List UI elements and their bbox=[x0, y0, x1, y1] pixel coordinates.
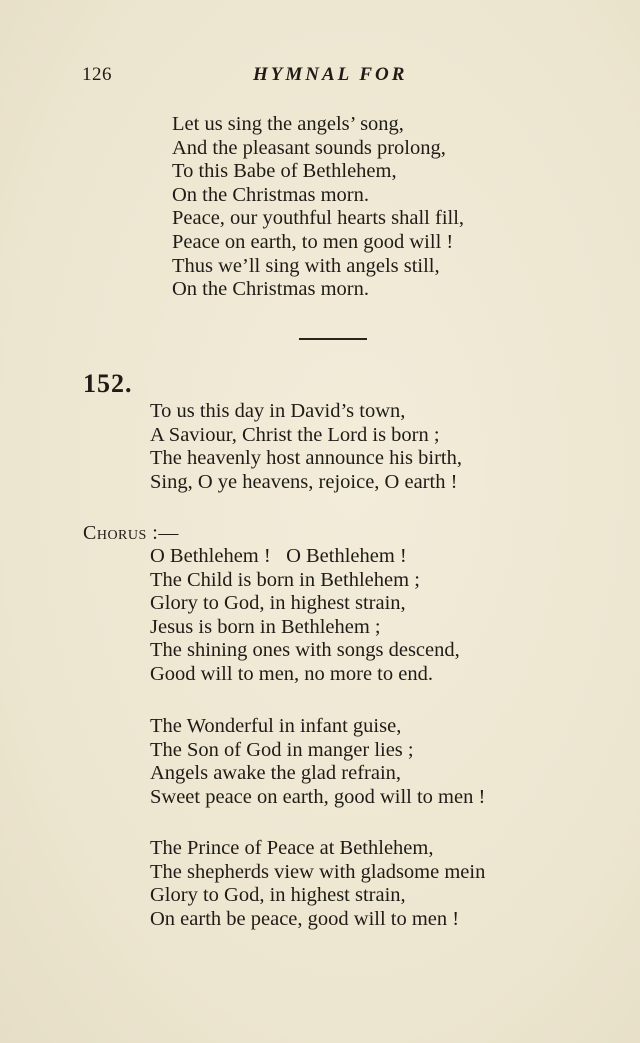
verse-line: Peace, our youthful hearts shall fill, bbox=[172, 207, 465, 230]
verse-line: The shepherds view with gladsome mein bbox=[150, 860, 486, 883]
hymn-chorus bbox=[150, 545, 460, 687]
verse-line: Glory to God, in highest strain, bbox=[150, 592, 406, 615]
verse-line: The Son of God in manger lies ; bbox=[150, 738, 414, 761]
verse-line: And the pleasant sounds prolong, bbox=[172, 136, 446, 159]
verse-line: Thus we’ll sing with angels still, bbox=[172, 254, 440, 277]
verse-line: Peace on earth, to men good will ! bbox=[172, 230, 454, 253]
verse-line: Good will to men, no more to end. bbox=[150, 662, 433, 685]
verse-line: The heavenly host announce his birth, bbox=[150, 447, 462, 470]
verse-line: Jesus is born in Bethlehem ; bbox=[150, 615, 381, 638]
verse-line: The Prince of Peace at Bethlehem, bbox=[150, 837, 434, 859]
verse-line: Sweet peace on earth, good will to men ! bbox=[150, 785, 486, 808]
running-title: HYMNAL FOR bbox=[253, 64, 408, 85]
hymn-verse-1 bbox=[150, 400, 462, 494]
verse-line: Angels awake the glad refrain, bbox=[150, 762, 402, 785]
verse-line: On the Christmas morn. bbox=[172, 183, 370, 206]
verse-line: On earth be peace, good will to men ! bbox=[150, 907, 460, 930]
verse-line: Let us sing the angels’ song, bbox=[172, 113, 404, 135]
verse-line: O Bethlehem ! O Bethlehem ! bbox=[150, 545, 407, 567]
verse-line: To this Babe of Bethlehem, bbox=[172, 160, 397, 183]
verse-line: To us this day in David’s town, bbox=[150, 400, 406, 422]
previous-hymn-stanza bbox=[172, 113, 464, 302]
hymn-verse-2 bbox=[150, 715, 485, 809]
hymn-verse-3 bbox=[150, 837, 485, 931]
hymn-divider-rule bbox=[299, 338, 367, 340]
verse-line: Sing, O ye heavens, rejoice, O earth ! bbox=[150, 470, 458, 493]
chorus-label: Chorus :— bbox=[83, 522, 179, 544]
hymn-number: 152. bbox=[83, 369, 133, 398]
verse-line: The shining ones with songs descend, bbox=[150, 639, 460, 662]
verse-line: On the Christmas morn. bbox=[172, 278, 370, 301]
verse-line: The Child is born in Bethlehem ; bbox=[150, 568, 420, 591]
verse-line: Glory to God, in highest strain, bbox=[150, 884, 406, 907]
page-number: 126 bbox=[82, 64, 112, 85]
verse-line: The Wonderful in infant guise, bbox=[150, 715, 402, 737]
verse-line: A Saviour, Christ the Lord is born ; bbox=[150, 423, 440, 446]
